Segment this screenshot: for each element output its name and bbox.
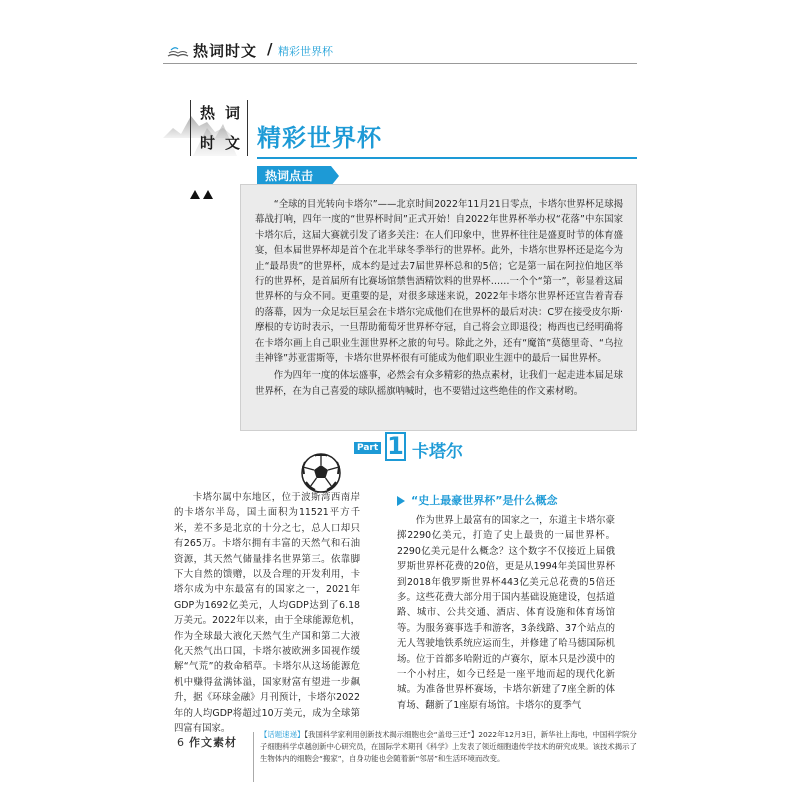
title-char-4: 文 xyxy=(225,134,241,152)
footer-note-tag: 【话题速递】 xyxy=(260,730,305,739)
magazine-page xyxy=(163,20,637,780)
part-number: 1 xyxy=(385,432,406,461)
title-char-2: 词 xyxy=(225,104,241,122)
title-char-3: 时 xyxy=(200,134,216,152)
right-paragraph: 作为世界上最富有的国家之一，东道主卡塔尔豪掷2290亿美元，打造了史上最贵的一届世界杯。2290亿美元是什么概念？这个数字不仅接近上届俄罗斯世界杯花费的20倍，更是从1994年美国世界杯到2018年俄罗斯世界杯443亿美元总花费的5倍还多。这些花费大部分用于国内基础设施建设，包括道路、城市、公共交通、酒店、体育设施和体育场馆等。为服务赛事选手和游客，3条线路、37个站点的无人驾驶地铁系统应运而生，并修建了哈马德国际机场。位于首都多哈附近的卢赛尔，原本只是沙漠中的一个小村庄，如今已经是一座平地而起的现代化新城。为准备世界杯赛场，卡塔尔新建了7座全新的体育场、翻新了1座原有场馆。卡塔尔的夏季气 xyxy=(397,515,615,711)
subheading-text: “史上最豪世界杯”是什么概念 xyxy=(411,494,558,507)
triangle-decoration xyxy=(190,190,200,199)
title-brush-box xyxy=(190,100,248,156)
triangle-decoration xyxy=(203,190,213,199)
title-rule xyxy=(257,157,637,159)
left-paragraph: 卡塔尔属中东地区，位于波斯湾西南岸的卡塔尔半岛，国土面积为11521平方千米，差不多是北京的十分之七，总人口却只有265万。卡塔尔拥有丰富的天然气和石油资源，其天然气储量排名世界第三。依靠脚下大自然的馈赠，以及合理的开发利用，卡塔尔成为中东最富有的国家之一，2021年GDP为1692亿美元，人均GDP达到了6.18万美元。2022年以来，由于全球能源危机，作为全球最大液化天然气生产国和第二大液化天然气出口国，卡塔尔被欧洲多国视作缓解“气荒”的救命稻草。卡塔尔从这场能源危机中赚得盆满钵溢，国家财富有望进一步飙升，据《环球金融》月刊预计，卡塔尔2022年的人均GDP将超过10万美元，成为全球第四富有国家。 xyxy=(174,492,360,735)
magazine-name: 作文素材 xyxy=(189,736,237,749)
footer-note xyxy=(260,729,637,765)
header-category: 热词时文 xyxy=(193,42,258,60)
header-section: 精彩世界杯 xyxy=(278,45,333,58)
intro-paragraph: 作为四年一度的体坛盛事，必然会有众多精彩的热点素材，让我们一起走进本届足球世界杯，在为自己喜爱的球队摇旗呐喊时，也不要错过这些绝佳的作文素材哟。 xyxy=(255,370,623,397)
play-arrow-icon xyxy=(397,496,405,506)
section-tab: 热词点击 xyxy=(257,166,331,187)
book-icon xyxy=(167,44,189,58)
footer-note-text: 【我国科学家利用创新技术揭示细胞也会“盖母三迁”】2022年12月3日，新华社上海电，中国科学院分子细胞科学卓越创新中心研究员，在国际学术期刊《科学》上发表了领近细胞遗传学技术的研究成果。该技术揭示了生物体内的细胞会“搬家”，自身功能也会随着新“邻居”和生活环境而改变。 xyxy=(260,730,637,763)
subheading xyxy=(397,492,615,510)
left-column xyxy=(174,490,360,737)
right-column xyxy=(397,492,615,713)
title-char-1: 热 xyxy=(200,104,216,122)
header-rule xyxy=(163,63,637,64)
part-title: 卡塔尔 xyxy=(412,442,463,462)
page-number: 6 xyxy=(177,736,184,749)
footer-divider xyxy=(253,732,254,782)
intro-box xyxy=(240,184,637,431)
intro-paragraph: “全球的目光转向卡塔尔”——北京时间2022年11月21日零点，卡塔尔世界杯足球揭幕战打响，四年一度的“世界杯时间”正式开始！自2022年世界杯举办权“花落”中东国家卡塔尔后，这届大赛就引发了诸多关注：在人们印象中，世界杯往往是盛夏时节的体育盛宴，但本届世界杯却是首个在北半球冬季举行的世界杯。此外，卡塔尔世界杯还是迄今为止“最昂贵”的世界杯，成本约是过去7届世界杯总和的5倍；它是第一届在阿拉伯地区举行的世界杯，是首届所有比赛场馆禁售酒精饮料的世界杯……一个个“第一”，彰显着这届世界杯的与众不同。更重要的是，对很多球迷来说，2022年卡塔尔世界杯还宣告着青春的落幕，因为一众足坛巨星会在卡塔尔完成他们在世界杯的最后对决：C罗在接受皮尔斯·摩根的专访时表示，一旦帮助葡萄牙世界杯夺冠，自己将会立即退役；梅西也已经明确将在卡塔尔画上自己职业生涯世界杯之旅的句号。除此之外，还有“魔笛”莫德里奇、“乌拉圭神锋”苏亚雷斯等，卡塔尔世界杯很有可能成为他们职业生涯中的最后一届世界杯。 xyxy=(255,199,623,365)
section-tab-tip xyxy=(331,166,339,186)
soccer-ball-icon xyxy=(300,452,342,494)
part-label: Part xyxy=(354,442,381,454)
page-header xyxy=(163,40,637,62)
header-slash: / xyxy=(267,40,273,58)
page-title: 精彩世界杯 xyxy=(257,124,382,152)
